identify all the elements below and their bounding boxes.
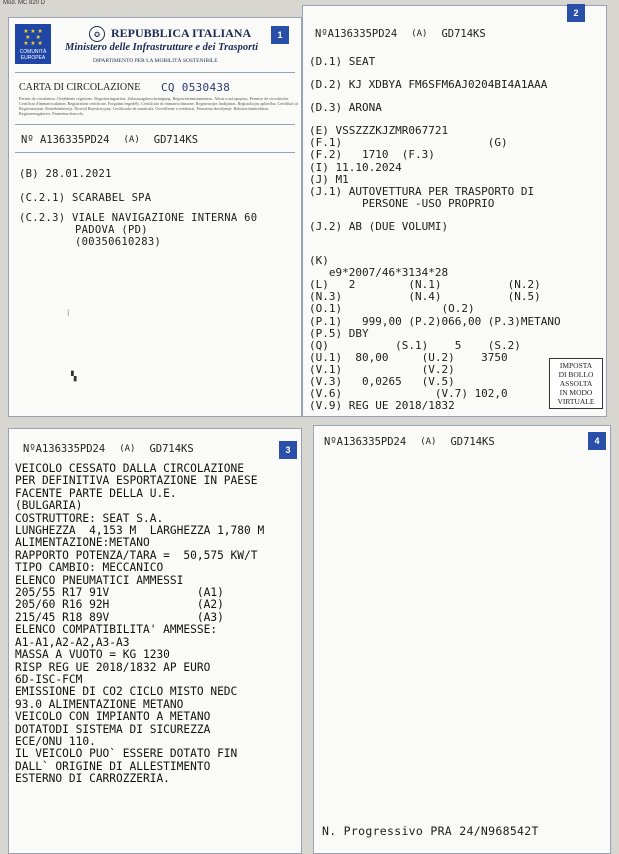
serial-row	[324, 436, 495, 448]
plate-number: GD714KS	[441, 28, 486, 40]
text-line: PER DEFINITIVA ESPORTAZIONE IN PAESE	[15, 474, 258, 488]
text-line: (O.1) (O.2)	[309, 302, 475, 316]
ministry-title: Ministero delle Infrastrutture e dei Trasporti	[65, 42, 259, 53]
text-line: (J) M1	[309, 172, 349, 186]
a-label: (A)	[420, 437, 437, 447]
text-line: (D.1) SEAT	[309, 55, 376, 68]
text-line: (V.9) REG UE 2018/1832	[309, 399, 455, 413]
a-label: (A)	[123, 135, 140, 145]
text-line: (Q) (S.1) 5 (S.2)	[309, 338, 521, 352]
text-line: ECE/ONU 110.	[15, 734, 96, 748]
doc-series: CQ 0530438	[161, 81, 231, 94]
text-line: RAPPORTO POTENZA/TARA = 50,575 KW/T	[15, 548, 258, 562]
serial-number: Nº A136335PD24	[21, 134, 110, 146]
eu-flag-icon: ★ ★ ★ ★ ★ ★ ★ ★ COMUNITÀ EUROPEA	[15, 24, 51, 64]
text-line: A1-A1,A2-A2,A3-A3	[15, 635, 130, 649]
text-line: ELENCO COMPATIBILITA' AMMESSE:	[15, 623, 218, 637]
text-line: VEICOLO CON IMPIANTO A METANO	[15, 710, 211, 724]
text-line: (V.6) (V.7) 102,0	[309, 387, 508, 401]
text-line: PERSONE -USO PROPRIO	[309, 196, 495, 210]
field-b-registration-date: (B) 28.01.2021	[19, 168, 112, 180]
eu-label: COMUNITÀ EUROPEA	[19, 49, 47, 61]
stamp-line: IN MODO	[559, 388, 593, 397]
divider	[15, 124, 295, 125]
notes-text	[15, 463, 264, 786]
serial-number: NºA136335PD24	[23, 443, 106, 455]
text-line: RISP REG UE 2018/1832 AP EURO	[15, 660, 211, 674]
text-line: (N.3) (N.4) (N.5)	[309, 290, 541, 304]
virtual-stamp-duty-box	[549, 358, 603, 409]
text-line: DOTATODI SISTEMA DI SICUREZZA	[15, 722, 211, 736]
serial-row	[21, 134, 198, 146]
text-line: (D.3) ARONA	[309, 101, 382, 115]
text-line: (D.2) KJ XDBYA FM6SFM6AJ0204BI4A1AAA	[309, 78, 548, 92]
ink-mark: ▚	[71, 372, 77, 382]
text-line: ESTERNO DI CARROZZERIA.	[15, 772, 170, 786]
text-line: (V.3) 0,0265 (V.5)	[309, 374, 455, 388]
text-line: e9*2007/46*3134*28	[309, 266, 449, 280]
text-line: FACENTE PARTE DELLA U.E.	[15, 486, 177, 500]
text-line: (U.1) 80,00 (U.2) 3750	[309, 350, 508, 364]
panel-4	[313, 425, 611, 854]
text-line: (V.1) (V.2)	[309, 362, 455, 376]
plate-number: GD714KS	[153, 134, 199, 146]
text-line: (F.2) 1710 (F.3)	[309, 148, 435, 162]
text-line: (E) VSSZZZKJZMR067721	[309, 124, 449, 138]
text-line: 93.0 ALIMENTAZIONE METANO	[15, 697, 184, 711]
stamp-line: IMPOSTA	[559, 361, 593, 370]
stamp-line: DI BOLLO	[558, 370, 594, 379]
field-c23-vat: (00350610283)	[75, 236, 162, 248]
panel-number: 2	[567, 4, 585, 22]
plate-number: GD714KS	[149, 443, 194, 455]
panel-number: 4	[588, 432, 606, 450]
text-line: 215/45 R18 89V (A3)	[15, 610, 224, 624]
text-line	[309, 244, 561, 255]
text-line: LUNGHEZZA 4,153 M LARGHEZZA 1,780 M	[15, 524, 265, 538]
multilingual-small-print: Permis de circulation. Ovrăldenie registrare. Registreringsattest. Zulassungsbescheinigung. Registreerimistunnistus. Άδεια κυκλοφορίας. Permiso de circulación. Certificat d'immatriculation. Registration certificate. Forgalmi engedély. Certificato di immatricolazione. Registracijos liudijimas. Reģistrācijas apliecība. Certifikat ta' Registrazzjoni. Kentekenbewijs. Dowód Rejestracyjny. Certificado de matrícula. Osvedčenie o evidencii. Prometno dovoljenje. Rekisteröintitodistus. Registreringsbevis. Prometna dozvola.	[19, 96, 299, 116]
text-line: (K)	[309, 254, 329, 268]
serial-row	[315, 28, 486, 40]
text-line: (J.1) AUTOVETTURA PER TRASPORTO DI	[309, 184, 535, 198]
text-line: 205/55 R17 91V (A1)	[15, 586, 224, 600]
text-line: (L) 2 (N.1) (N.2)	[309, 278, 541, 292]
text-line: (P.1) 999,00 (P.2)066,00 (P.3)METANO	[309, 314, 561, 328]
field-c23-address: (C.2.3) VIALE NAVIGAZIONE INTERNA 60	[19, 212, 258, 224]
stamp-line: ASSOLTA	[559, 379, 593, 388]
stamp-line: VIRTUALE	[557, 397, 595, 406]
text-line: (BULGARIA)	[15, 499, 83, 513]
text-line: IL VEICOLO PUO` ESSERE DOTATO FIN	[15, 747, 238, 761]
serial-number: NºA136335PD24	[324, 436, 407, 448]
serial-number: NºA136335PD24	[315, 28, 398, 40]
divider	[15, 152, 295, 153]
republic-emblem-icon: ✪	[89, 26, 105, 42]
text-line: ALIMENTAZIONE:METANO	[15, 536, 150, 550]
department-title: DIPARTIMENTO PER LA MOBILITÀ SOSTENIBILE	[93, 58, 218, 64]
text-line: 205/60 R16 92H (A2)	[15, 598, 224, 612]
vehicle-fields	[309, 56, 561, 412]
doc-title: CARTA DI CIRCOLAZIONE	[19, 82, 141, 93]
panel-1	[8, 17, 302, 417]
a-label: (A)	[411, 29, 428, 39]
text-line: (F.1) (G)	[309, 136, 508, 150]
a-label: (A)	[119, 444, 136, 454]
divider	[15, 72, 295, 73]
text-line: DALL` ORIGINE DI ALLESTIMENTO	[15, 759, 211, 773]
faint-mark: ⁞	[67, 309, 70, 319]
panel-number: 1	[271, 26, 289, 44]
form-code: Mod. MC 820 D	[3, 0, 46, 6]
text-line: MASSA A VUOTO = KG 1230	[15, 648, 170, 662]
text-line: VEICOLO CESSATO DALLA CIRCOLAZIONE	[15, 462, 245, 475]
panel-3	[8, 428, 302, 854]
text-line: (J.2) AB (DUE VOLUMI)	[309, 219, 449, 233]
panel-2	[302, 5, 607, 417]
pra-progressive-number: N. Progressivo PRA 24/N968542T	[322, 824, 539, 838]
text-line: (I) 11.10.2024	[309, 160, 402, 174]
field-c23-city: PADOVA (PD)	[75, 224, 148, 236]
text-line	[309, 233, 561, 244]
republic-title: REPUBBLICA ITALIANA	[111, 26, 252, 40]
text-line: ELENCO PNEUMATICI AMMESSI	[15, 573, 184, 587]
field-c21-owner: (C.2.1) SCARABEL SPA	[19, 192, 152, 204]
text-line: 6D-ISC-FCM	[15, 672, 83, 686]
text-line: (P.5) DBY	[309, 326, 369, 340]
text-line: TIPO CAMBIO: MECCANICO	[15, 561, 164, 575]
serial-row	[23, 443, 194, 455]
panel-number: 3	[279, 441, 297, 459]
text-line: COSTRUTTORE: SEAT S.A.	[15, 511, 164, 525]
text-line: EMISSIONE DI CO2 CICLO MISTO NEDC	[15, 685, 238, 699]
plate-number: GD714KS	[450, 436, 495, 448]
